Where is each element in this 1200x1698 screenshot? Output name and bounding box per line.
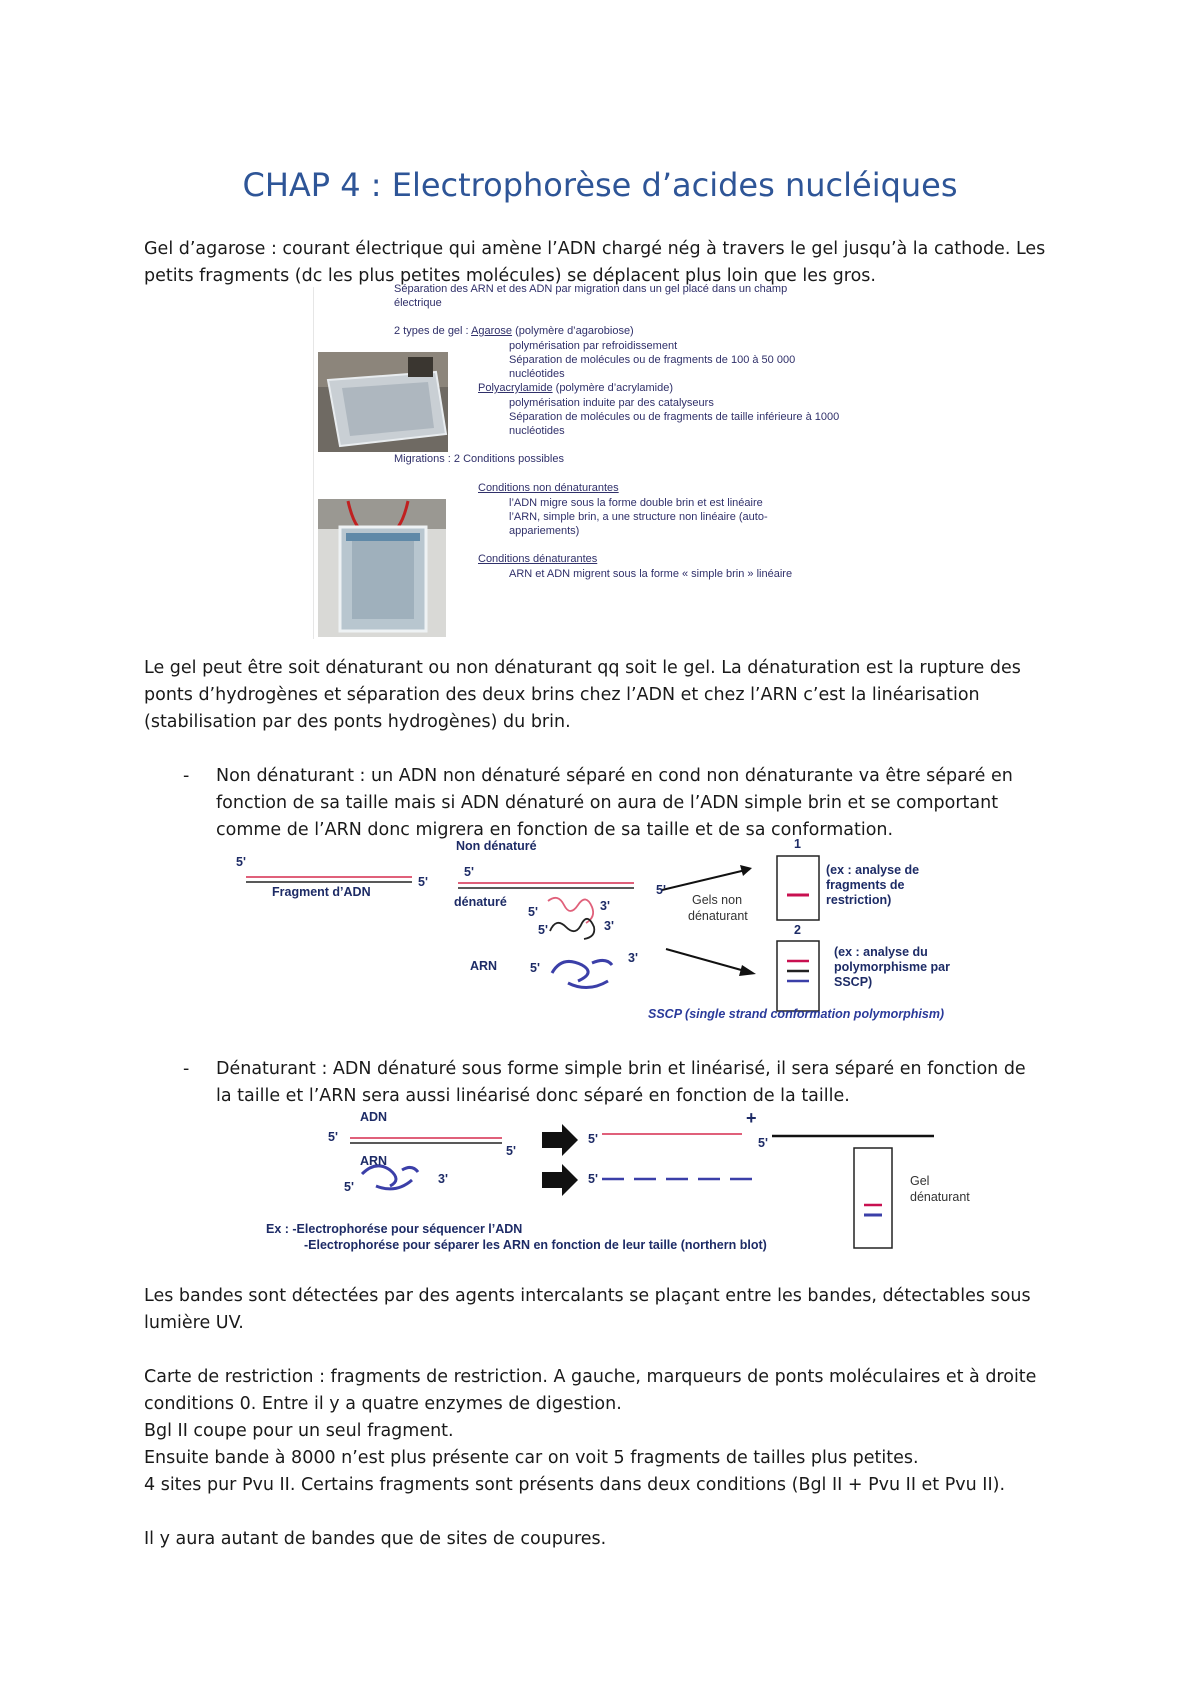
diagram1-fragment-5prime: 5' [236,855,246,869]
fragment-adn-label: Fragment d’ADN [272,885,371,899]
diagram1-denat-3prime-a: 3' [600,899,610,913]
diagram1-nondenat-5prime: 5' [464,865,474,879]
bullet2-line-2: la taille et l’ARN sera aussi linéarisé donc séparé en fonction de la taille. [216,1086,850,1106]
gel-denaturant-label-2: dénaturant [910,1190,970,1204]
slide-agarose: Agarose [471,325,513,337]
slide-heading-1: Séparation des ARN et des ADN par migration dans un gel placé dans un champ [394,283,788,295]
slide-heading-2: électrique [394,297,442,309]
ex2-line-2: polymorphisme par [834,960,950,974]
gels-non-label-1: Gels non [692,893,743,907]
para4-line-3: Bgl II coupe pour un seul fragment. [144,1421,454,1441]
slide-non-denat-line-1: l’ADN migre sous la forme double brin et est linéaire [509,497,763,509]
slide-agarose-line-2: Séparation de molécules ou de fragments de 100 à 50 000 [509,354,796,366]
para4-line-1: Carte de restriction : fragments de restriction. A gauche, marqueurs de ponts moléculaires et à droite [144,1367,1037,1387]
para3-line-2: lumière UV. [144,1313,244,1333]
conclusion-paragraph [144,1526,1062,1553]
diagram1-fragment-end-5prime: 5' [418,875,428,889]
denaturation-paragraph [144,655,1062,736]
bullet-marker-2: - [183,1059,190,1079]
restriction-map-paragraph [144,1364,1062,1499]
ex1-line-1: (ex : analyse de [826,863,920,877]
gel-2-number: 2 [794,923,801,937]
diagram1-denat-5prime-a: 5' [528,905,538,919]
para5-line-1: Il y aura autant de bandes que de sites de coupures. [144,1529,607,1549]
sscp-caption: SSCP (single strand conformation polymorphism) [648,1007,945,1021]
slide-poly-line-2: Séparation de molécules ou de fragments de taille inférieure à 1000 [509,411,840,423]
slide-agarose-desc: (polymère d’agarobiose) [512,325,634,337]
diagram2-arn-3prime: 3' [438,1172,448,1186]
ex1-line-2: fragments de [826,878,905,892]
non-denaturant-bullet [216,763,1062,844]
slide-migrations: Migrations : 2 Conditions possibles [394,453,564,465]
slide-agarose-line-3: nucléotides [509,368,565,380]
diagram2-lin-adn-5prime: 5' [588,1132,598,1146]
bullet2-line-1: Dénaturant : ADN dénaturé sous forme simple brin et linéarisé, il sera séparé en fonction de [216,1059,1026,1079]
slide-non-denat-line-3: appariements) [509,525,580,537]
slide-agarose-line-1: polymérisation par refroidissement [509,340,678,352]
denature-label: dénaturé [454,895,507,909]
non-denature-label: Non dénaturé [456,839,537,853]
example-line-2: -Electrophorése pour séparer les ARN en fonction de leur taille (northern blot) [304,1238,767,1252]
slide-gel-types [394,325,634,337]
denaturing-diagram [262,1108,982,1262]
diagram1-arn-3prime: 3' [628,951,638,965]
diagram1-denat-3prime-b: 3' [604,919,614,933]
slide-non-denat-title: Conditions non dénaturantes [478,482,619,494]
slide-denat-line-1: ARN et ADN migrent sous la forme « simple brin » linéaire [509,568,793,580]
para2-line-2: ponts d’hydrogènes et séparation des deux brins chez l’ADN et chez l’ARN c’est la linéarisation [144,685,980,705]
ex2-line-1: (ex : analyse du [834,945,928,959]
diagram2-arn-5prime: 5' [344,1180,354,1194]
slide-polyacrylamide [478,382,673,394]
para4-line-5: 4 sites pur Pvu II. Certains fragments sont présents dans deux conditions (Bgl II + Pvu II et Pvu II). [144,1475,1006,1495]
plus-sign: + [746,1108,757,1128]
gel-denaturant-label-1: Gel [910,1174,930,1188]
bullet-marker-1: - [183,766,190,786]
example-line-1: Ex : -Electrophorése pour séquencer l’ADN [266,1222,523,1236]
diagram2-adn-5prime: 5' [328,1130,338,1144]
gel-1-number: 1 [794,837,801,851]
non-denaturing-diagram [232,837,972,1033]
vertical-gel-apparatus-photo [318,499,446,637]
slide-non-denat-line-2: l’ARN, simple brin, a une structure non linéaire (auto- [509,511,768,523]
diagram1-arn-5prime: 5' [530,961,540,975]
intro-line-2: petits fragments (dc les plus petites molécules) se déplacent plus loin que les gros. [144,266,876,286]
denaturant-bullet [216,1056,1062,1110]
ex1-line-3: restriction) [826,893,892,907]
slide-types-prefix: 2 types de gel : [394,325,472,337]
diagram1-nondenat-end-5prime: 5' [656,883,666,897]
page-title: CHAP 4 : Electrophorèse d’acides nucléiques [242,166,958,204]
bullet1-line-1: Non dénaturant : un ADN non dénaturé séparé en cond non dénaturante va être séparé en [216,766,1013,786]
bullet1-line-3: comme de l’ARN donc migrera en fonction de sa taille et de sa conformation. [216,820,894,840]
intro-line-1: Gel d’agarose : courant électrique qui amène l’ADN chargé nég à travers le gel jusqu’à la cathode. Les [144,239,1046,259]
slide-polyacrylamide-name: Polyacrylamide [478,382,553,394]
ex2-line-3: SSCP) [834,975,873,989]
para2-line-3: (stabilisation par des ponts hydrogènes) du brin. [144,712,571,732]
para3-line-1: Les bandes sont détectées par des agents intercalants se plaçant entre les bandes, détectables sous [144,1286,1031,1306]
intro-paragraph [144,236,1062,290]
adn-label: ADN [360,1110,388,1124]
detection-paragraph [144,1283,1062,1337]
arn-label: ARN [470,959,498,973]
diagram2-adn-end-5prime: 5' [506,1144,516,1158]
slide-polyacrylamide-desc: (polymère d’acrylamide) [552,382,674,394]
agarose-gel-tray-photo [318,352,448,452]
para2-line-1: Le gel peut être soit dénaturant ou non dénaturant qq soit le gel. La dénaturation est la rupture des [144,658,1021,678]
gel-types-slide [313,283,894,639]
slide-poly-line-3: nucléotides [509,425,565,437]
slide-poly-line-1: polymérisation induite par des catalyseurs [509,397,714,409]
para4-line-4: Ensuite bande à 8000 n’est plus présente car on voit 5 fragments de tailles plus petites. [144,1448,919,1468]
para4-line-2: conditions 0. Entre il y a quatre enzymes de digestion. [144,1394,622,1414]
gels-non-label-2: dénaturant [688,909,748,923]
diagram2-lin-arn-5prime: 5' [588,1172,598,1186]
slide-denat-title: Conditions dénaturantes [478,553,598,565]
diagram2-top-5prime: 5' [758,1136,768,1150]
arn-label-2: ARN [360,1154,388,1168]
diagram1-denat-5prime-b: 5' [538,923,548,937]
bullet1-line-2: fonction de sa taille mais si ADN dénaturé on aura de l’ADN simple brin et se comportant [216,793,999,813]
